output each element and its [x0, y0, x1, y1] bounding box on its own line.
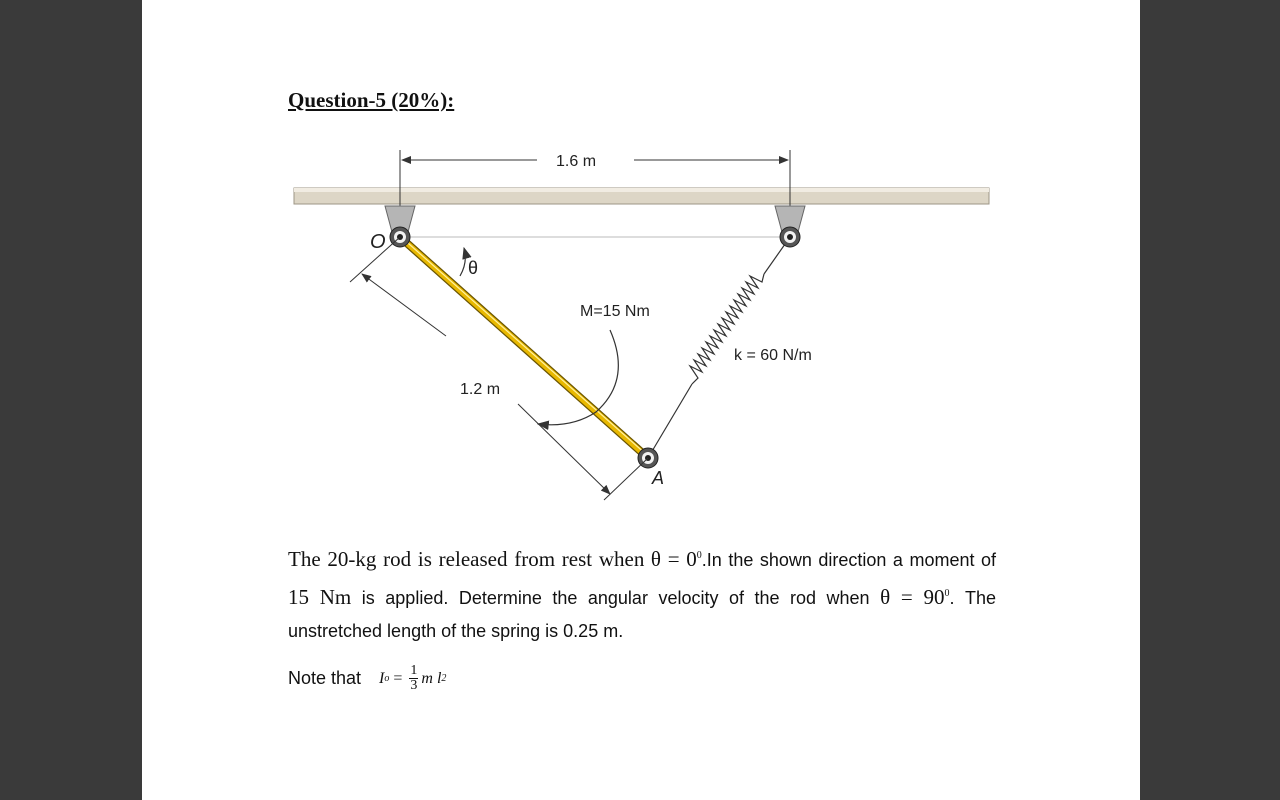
rod-length-label: 1.2 m	[460, 381, 501, 398]
moment-arc-icon	[538, 330, 618, 425]
problem-text-1: The 20-kg rod is released from rest when	[288, 547, 645, 571]
ceiling-beam	[294, 188, 989, 204]
one-third-fraction: $\frac{1}{3}$	[410, 663, 418, 693]
pin-right	[780, 227, 800, 247]
span-label: 1.6 m	[556, 153, 597, 170]
theta-arc	[460, 248, 465, 276]
problem-text-2: .In the shown direction a moment of	[701, 550, 996, 570]
note-label: Note that	[288, 668, 362, 688]
theta-ninety: $\theta = 90^0$	[880, 585, 950, 609]
moment-value: 15 Nm	[288, 585, 352, 609]
document-page	[142, 0, 1140, 800]
theta-label: θ	[468, 258, 479, 278]
pendulum-figure	[142, 0, 1140, 520]
note-line	[288, 664, 446, 693]
problem-text-3: is applied. Determine the angular velocity of the rod when	[361, 588, 870, 608]
pivot-label-o: O	[370, 231, 386, 253]
spring-label: k = 60 N/m	[734, 347, 812, 364]
problem-text-4: . The unstretched length of the spring is 0.25 m.	[288, 588, 997, 641]
end-label-a: A	[652, 468, 665, 488]
rod-length-dimension	[350, 237, 648, 500]
question-heading: Question-5 (20%):	[288, 88, 455, 112]
rod	[400, 236, 648, 458]
inertia-formula: I o = $\frac{1}{3}$ m l 2	[379, 663, 447, 693]
moment-label: M=15 Nm	[580, 303, 650, 320]
theta-zero: $\theta = 0^0$	[650, 547, 702, 571]
problem-statement	[288, 539, 996, 648]
